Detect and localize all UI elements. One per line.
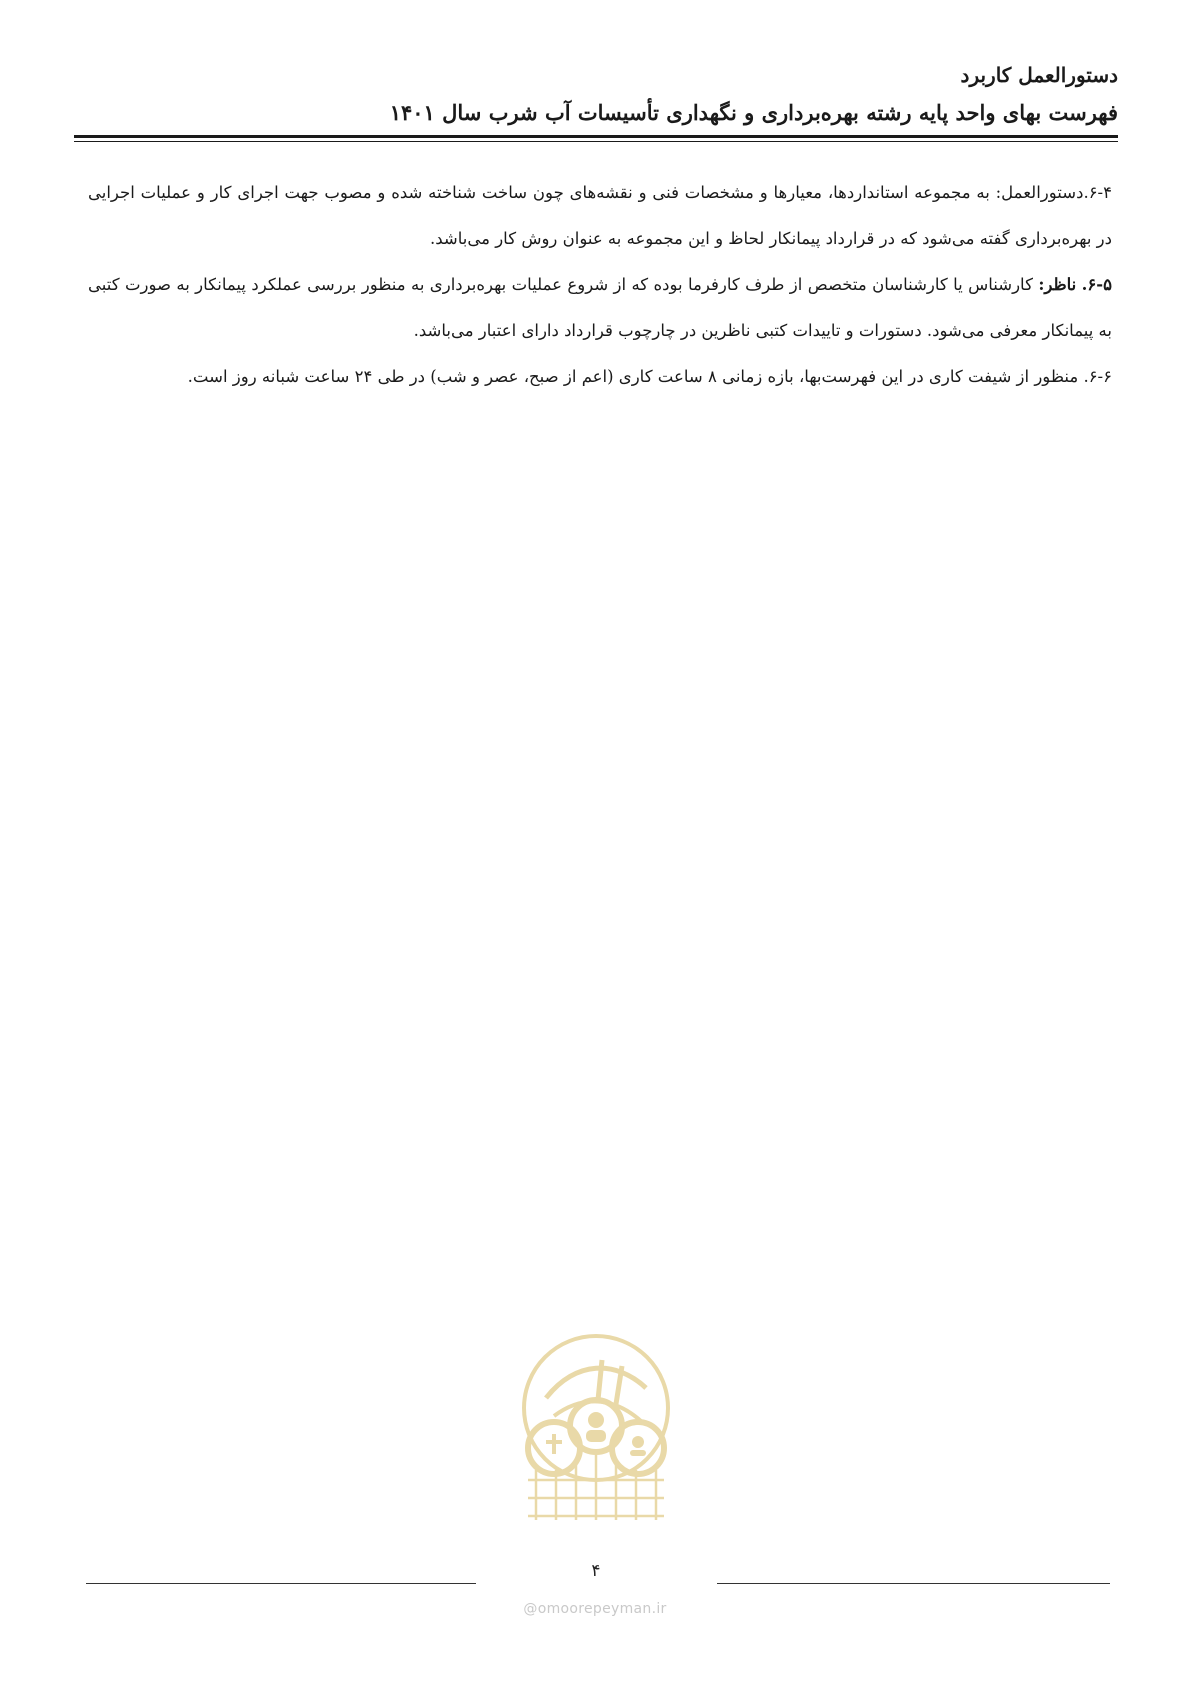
document-body	[88, 170, 1112, 400]
website-watermark: @omoorepeyman.ir	[523, 1601, 667, 1617]
paragraph-text: منظور از شیفت کاری در این فهرست‌بها، بازه زمانی ۸ ساعت کاری (اعم از صبح، عصر و شب) در طی ۲۴ ساعت شبانه روز است.	[187, 367, 1079, 386]
page-number: ۴	[591, 1561, 601, 1581]
footer-rule-right	[717, 1583, 1110, 1584]
paragraph-6-6	[88, 354, 1112, 400]
omoor-peyman-logo-icon	[506, 1330, 686, 1530]
paragraph-number: ۶-۶.	[1083, 367, 1112, 386]
header-title: دستورالعمل کاربرد	[960, 63, 1118, 87]
document-header	[74, 58, 1118, 130]
header-rule-thick	[74, 135, 1118, 138]
header-rule-thin	[74, 141, 1118, 142]
paragraph-number: ۶-۴.	[1083, 183, 1112, 202]
paragraph-text: دستورالعمل: به مجموعه استانداردها، معیارها و مشخصات فنی و نقشه‌های چون ساخت شناخته شده و مصوب جهت اجرای کار و عملیات اجرایی در بهره‌برداری گفته می‌شود که در قرارداد پیمانکار لحاظ و این مجموعه به عنوان روش کار می‌باشد.	[88, 183, 1112, 248]
header-subtitle: فهرست بهای واحد پایه رشته بهره‌برداری و نگهداری تأسیسات آب شرب سال ۱۴۰۱	[389, 100, 1118, 125]
paragraph-text: کارشناس یا کارشناسان متخصص از طرف کارفرما بوده که از شروع عملیات بهره‌برداری به منظور بررسی عملکرد پیمانکار به صورت کتبی به پیمانکار معرفی می‌شود. دستورات و تاییدات کتبی ناظرین در چارچوب قرارداد دارای اعتبار می‌باشد.	[88, 275, 1112, 340]
footer-rule-left	[86, 1583, 476, 1584]
paragraph-term: ناظر:	[1038, 275, 1077, 294]
paragraph-6-5	[88, 262, 1112, 354]
paragraph-6-4	[88, 170, 1112, 262]
paragraph-number: ۶-۵.	[1081, 275, 1112, 294]
